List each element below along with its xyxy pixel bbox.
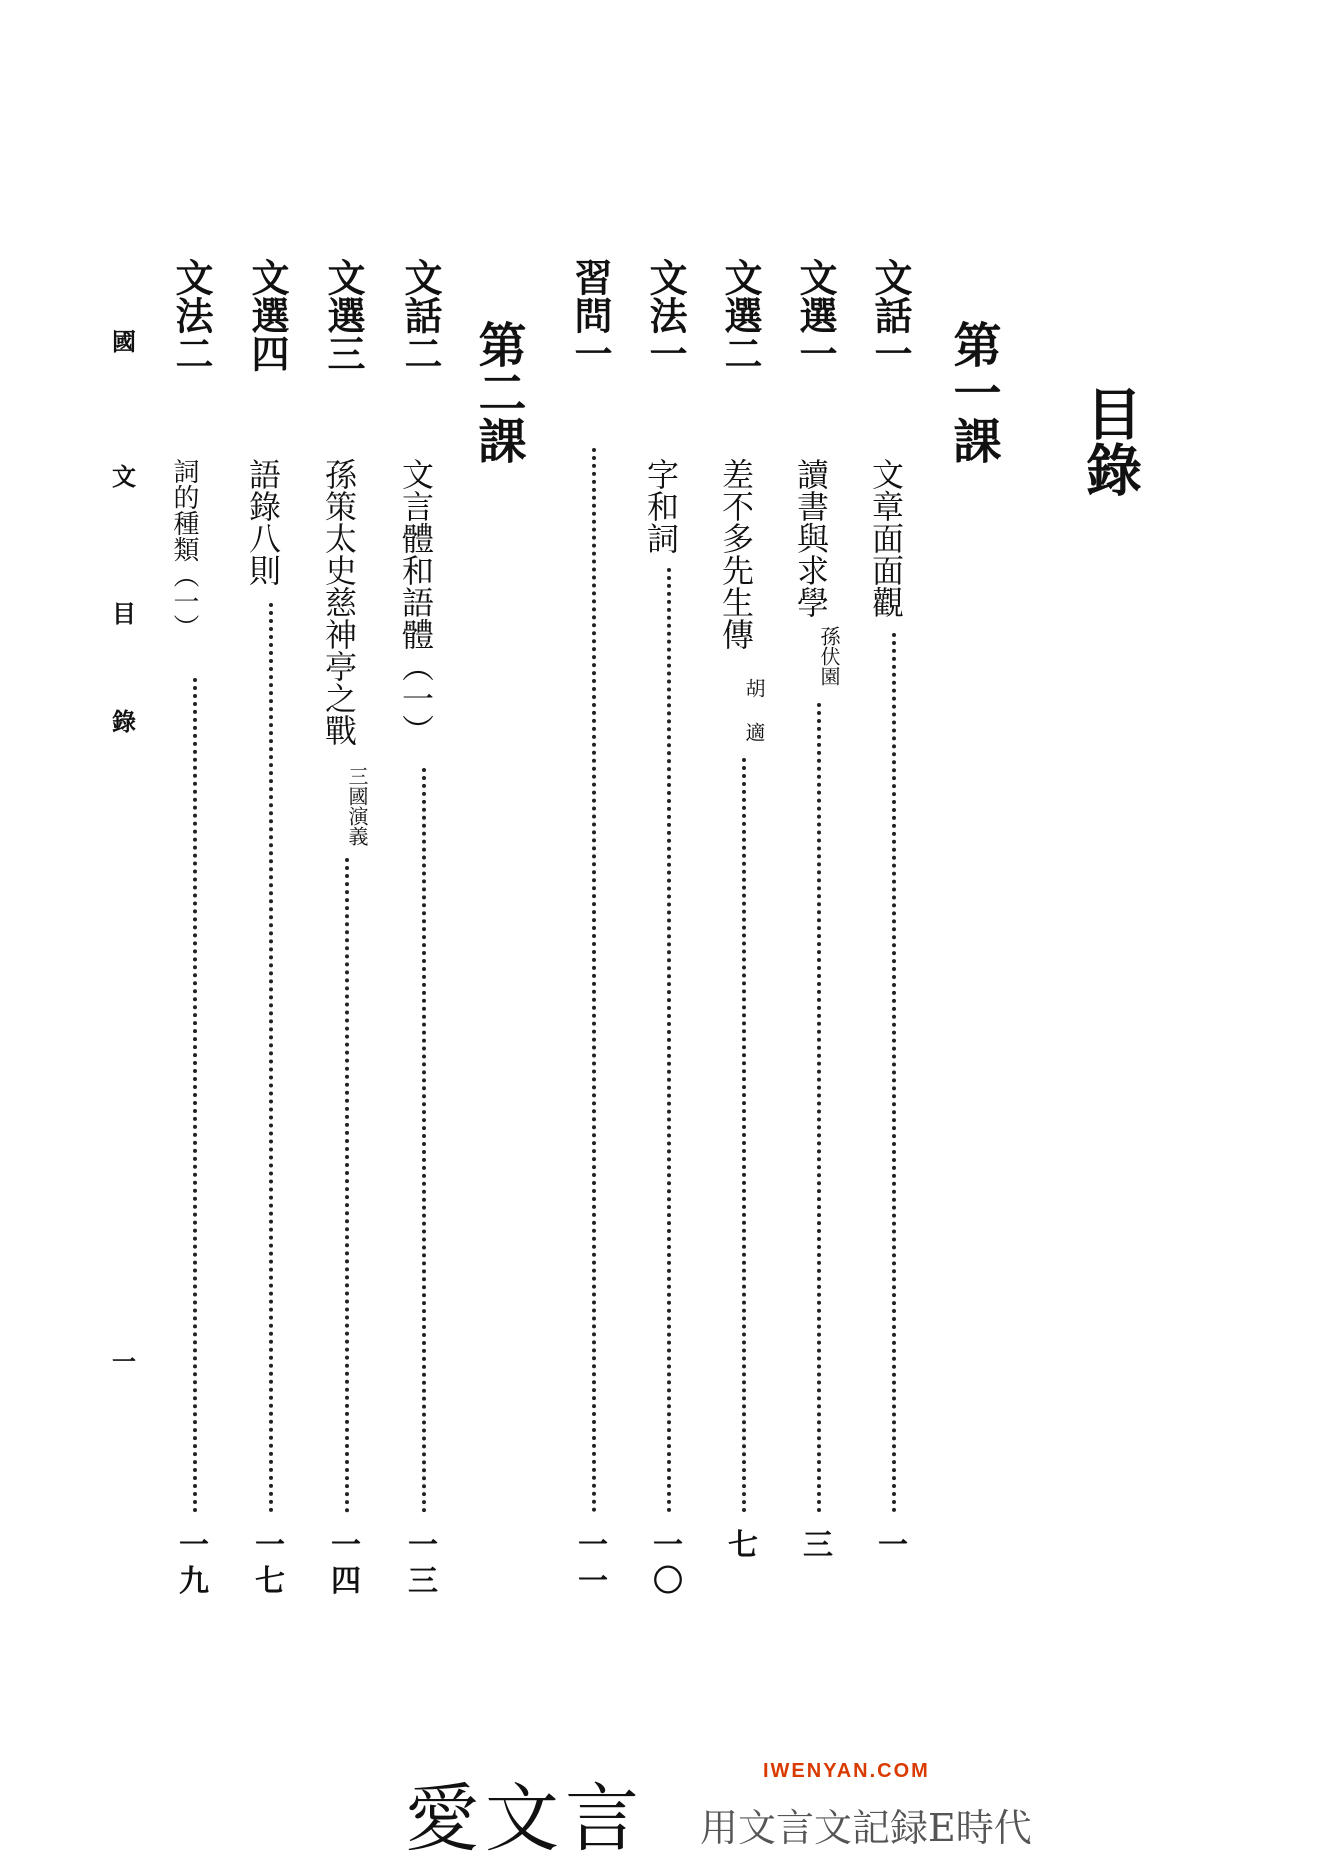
leader-dots xyxy=(742,758,746,1513)
entry-label: 文話二 xyxy=(398,258,443,372)
entry-title: 語錄八則 xyxy=(244,458,282,586)
header-char: 目 xyxy=(112,599,136,628)
entry-page: 一四 xyxy=(331,1528,361,1599)
toc-entry-xiwen-1[interactable] xyxy=(565,258,621,1608)
entry-title: 字和詞 xyxy=(642,458,680,554)
entry-page: 一一 xyxy=(578,1528,608,1599)
entry-author: 孫伏園 xyxy=(817,626,841,686)
leader-dots xyxy=(422,768,426,1513)
toc-entry-wenxuan-3[interactable] xyxy=(318,258,374,1608)
entry-title: 詞的種類（一） xyxy=(169,458,199,640)
entry-page: 一〇 xyxy=(653,1528,683,1599)
entry-title: 文章面面觀 xyxy=(867,458,905,618)
header-char: 國 xyxy=(112,327,136,356)
page-number: 一 xyxy=(112,1347,136,1376)
leader-dots xyxy=(193,678,197,1513)
entry-label: 文選三 xyxy=(321,258,366,372)
entry-author: 胡 適 xyxy=(742,678,766,742)
leader-dots xyxy=(592,448,596,1513)
toc-entry-wenhua-1[interactable] xyxy=(865,258,921,1608)
footer-logo: 愛文言 xyxy=(405,1776,645,1862)
entry-title: 孫策太史慈神亭之戰 xyxy=(320,458,358,746)
entry-page: 一 xyxy=(878,1528,908,1563)
toc-entry-wenfa-1[interactable] xyxy=(640,258,696,1608)
entry-page: 七 xyxy=(728,1528,758,1563)
entry-label: 文選一 xyxy=(793,258,838,372)
leader-dots xyxy=(345,858,349,1513)
leader-dots xyxy=(269,603,273,1513)
entry-label: 文話一 xyxy=(868,258,913,372)
running-header xyxy=(104,322,144,1422)
entry-page: 一七 xyxy=(255,1528,285,1599)
toc-entry-wenxuan-4[interactable] xyxy=(242,258,298,1608)
leader-dots xyxy=(667,568,671,1513)
toc-entry-wenxuan-2[interactable] xyxy=(715,258,771,1608)
toc-entry-wenhua-2[interactable] xyxy=(395,258,451,1608)
entry-page: 三 xyxy=(803,1528,833,1563)
lesson-2-heading: 第二課 xyxy=(470,320,526,464)
leader-dots xyxy=(892,633,896,1513)
page-title: 目錄 xyxy=(1077,385,1143,497)
entry-page: 一三 xyxy=(408,1528,438,1599)
entry-title: 差不多先生傳 xyxy=(717,458,755,650)
header-char: 文 xyxy=(112,462,136,491)
toc-entry-wenfa-2[interactable] xyxy=(166,258,222,1608)
entry-label: 習問一 xyxy=(568,258,613,372)
footer-slogan: 用文言文記録E時代 xyxy=(700,1806,1032,1850)
lesson-1-heading: 第一課 xyxy=(945,320,1001,464)
entry-title: 讀書與求學 xyxy=(792,458,830,618)
entry-label: 文選四 xyxy=(245,258,290,372)
entry-label: 文法一 xyxy=(643,258,688,372)
header-char: 錄 xyxy=(112,707,136,736)
entry-label: 文選二 xyxy=(718,258,763,372)
toc-entry-wenxuan-1[interactable] xyxy=(790,258,846,1608)
footer-url[interactable]: IWENYAN.COM xyxy=(763,1760,930,1782)
leader-dots xyxy=(817,703,821,1513)
entry-label: 文法二 xyxy=(169,258,214,372)
entry-author: 三國演義 xyxy=(345,766,369,846)
entry-title: 文言體和語體（一） xyxy=(397,458,435,746)
entry-page: 一九 xyxy=(179,1528,209,1599)
